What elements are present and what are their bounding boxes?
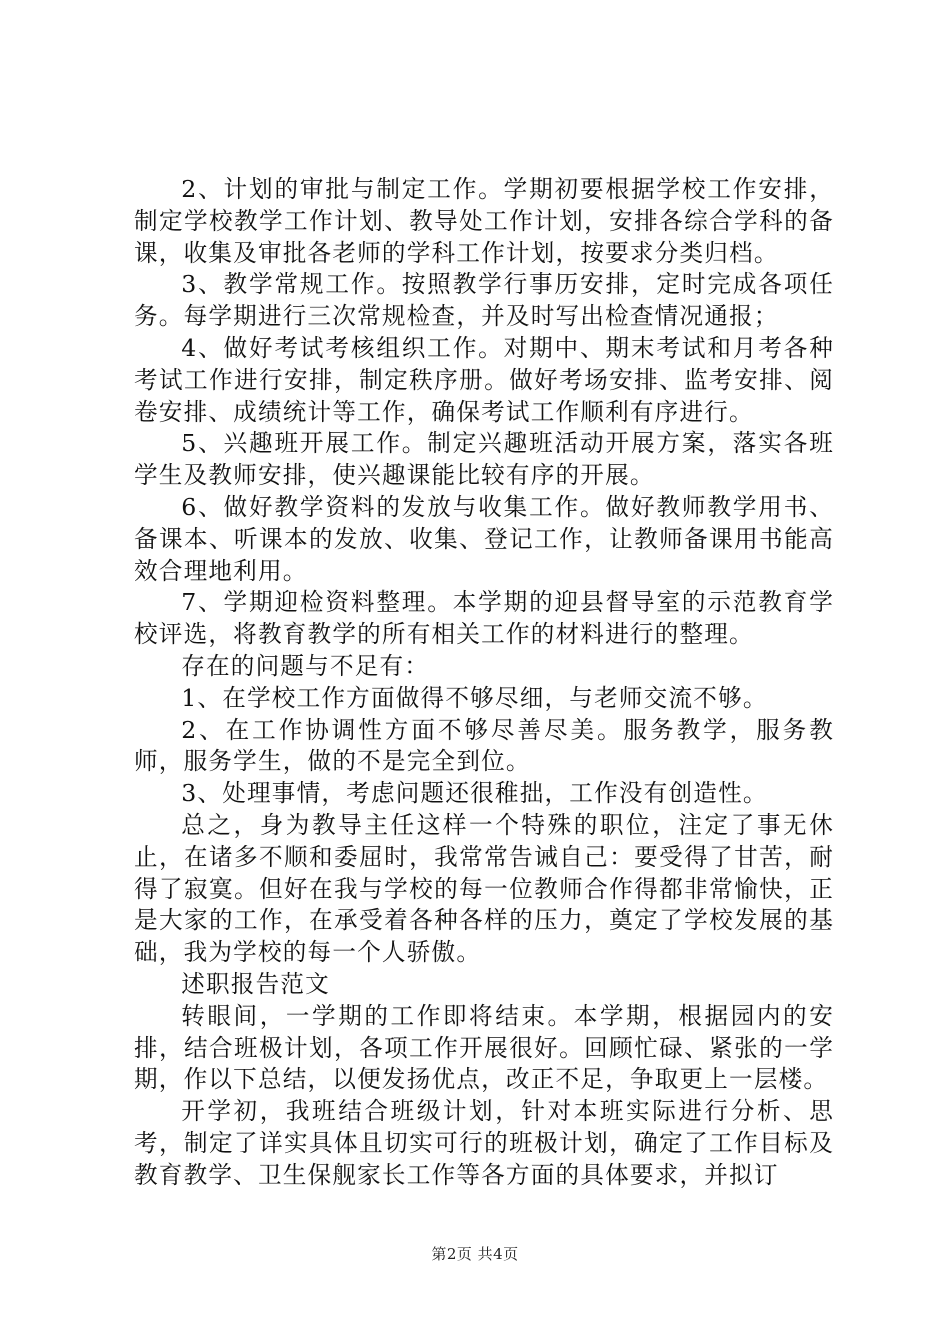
paragraph-problem-2: 2、在工作协调性方面不够尽善尽美。服务教学，服务教师，服务学生，做的不是完全到位。: [134, 715, 834, 776]
paragraph-intro: 转眼间，一学期的工作即将结束。本学期，根据园内的安排，结合班极计划，各项工作开展很好。回顾忙碌、紧张的一学期，作以下总结，以便发扬优点，改正不足，争取更上一层楼。: [134, 1001, 834, 1094]
paragraph-problem-1: 1、在学校工作方面做得不够尽细，与老师交流不够。: [181, 683, 768, 712]
paragraph-summary: 总之，身为教导主任这样一个特殊的职位，注定了事无休止，在诸多不顺和委屈时，我常常告诫自己：要受得了甘苦，耐得了寂寞。但好在我与学校的每一位教师合作得都非常愉快，正是大家的工作，在承受着各种各样的压力，奠定了学校发展的基础，我为学校的每一个人骄傲。: [134, 810, 834, 967]
paragraph-interest-class: 5、兴趣班开展工作。制定兴趣班活动开展方案，落实各班学生及教师安排，使兴趣课能比较有序的开展。: [134, 429, 834, 490]
document-body: [134, 174, 834, 1192]
paragraph-section-title: 述职报告范文: [181, 969, 330, 998]
paragraph-problems-heading: 存在的问题与不足有：: [181, 651, 430, 680]
paragraph-teaching-routine: 3、教学常规工作。按照教学行事历安排，定时完成各项任务。每学期进行三次常规检查，并及时写出检查情况通报；: [134, 270, 834, 331]
paragraph-problem-3: 3、处理事情，考虑问题还很稚拙，工作没有创造性。: [181, 779, 768, 808]
paragraph-exam-organization: 4、做好考试考核组织工作。对期中、期末考试和月考各种考试工作进行安排，制定秩序册。做好考场安排、监考安排、阅卷安排、成绩统计等工作，确保考试工作顺利有序进行。: [134, 333, 834, 426]
paragraph-plan-approval: 2、计划的审批与制定工作。学期初要根据学校工作安排，制定学校教学工作计划、教导处工作计划，安排各综合学科的备课，收集及审批各老师的学科工作计划，按要求分类归档。: [134, 175, 834, 267]
paragraph-materials: 6、做好教学资料的发放与收集工作。做好教师教学用书、备课本、听课本的发放、收集、登记工作，让教师备课用书能高效合理地利用。: [134, 492, 834, 585]
paragraph-inspection: 7、学期迎检资料整理。本学期的迎县督导室的示范教育学校评选，将教育教学的所有相关工作的材料进行的整理。: [134, 588, 834, 649]
paragraph-semester-start: 开学初，我班结合班级计划，针对本班实际进行分析、思考，制定了详实具体且切实可行的班极计划，确定了工作目标及教育教学、卫生保舰家长工作等各方面的具体要求，并拟订: [134, 1097, 834, 1189]
page-number-footer: 第2页 共4页: [431, 1245, 519, 1263]
